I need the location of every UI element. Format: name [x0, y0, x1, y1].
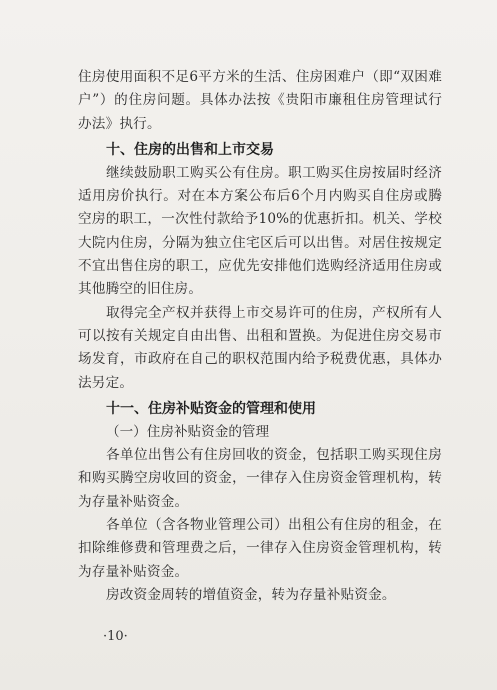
section-11-paragraph-1: 各单位出售公有住房回收的资金，包括职工购买现住房和购买腾空房收回的资金，一律存入住房资金管理机构，转为存量补贴资金。 — [78, 447, 442, 510]
section-10-heading: 十、住房的出售和上市交易 — [106, 141, 274, 158]
section-11-heading: 十一、住房补贴资金的管理和使用 — [106, 400, 316, 417]
page-number: ·10· — [103, 629, 128, 644]
intro-paragraph: 住房使用面积不足6平方米的生活、住房困难户（即“双困难户”）的住房问题。具体办法按《贵阳市廉租住房管理试行办法》执行。 — [78, 69, 442, 132]
section-11-paragraph-2: 各单位（含各物业管理公司）出租公有住房的租金，在扣除维修费和管理费之后，一律存入住房资金管理机构，转为存量补贴资金。 — [78, 517, 442, 580]
section-10-paragraph-2: 取得完全产权并获得上市交易许可的住房，产权所有人可以按有关规定自由出售、出租和置换。为促进住房交易市场发育，市政府在自己的职权范围内给予税费优惠，具体办法另定。 — [78, 304, 442, 391]
section-11-paragraph-3: 房改资金周转的增值资金，转为存量补贴资金。 — [106, 586, 396, 603]
section-11-subheading: （一）住房补贴资金的管理 — [106, 423, 270, 440]
section-10-paragraph-1: 继续鼓励职工购买公有住房。职工购买住房按届时经济适用房价执行。对在本方案公布后6个月内购买自住房或腾空房的职工，一次性付款给予10%的优惠折扣。机关、学校大院内住房，分隔为独立住宅区后可以出售。对居住按规定不宜出售住房的职工，应优先安排他们选购经济适用住房或其他腾空的旧住房。 — [78, 164, 442, 298]
document-body — [78, 66, 442, 607]
